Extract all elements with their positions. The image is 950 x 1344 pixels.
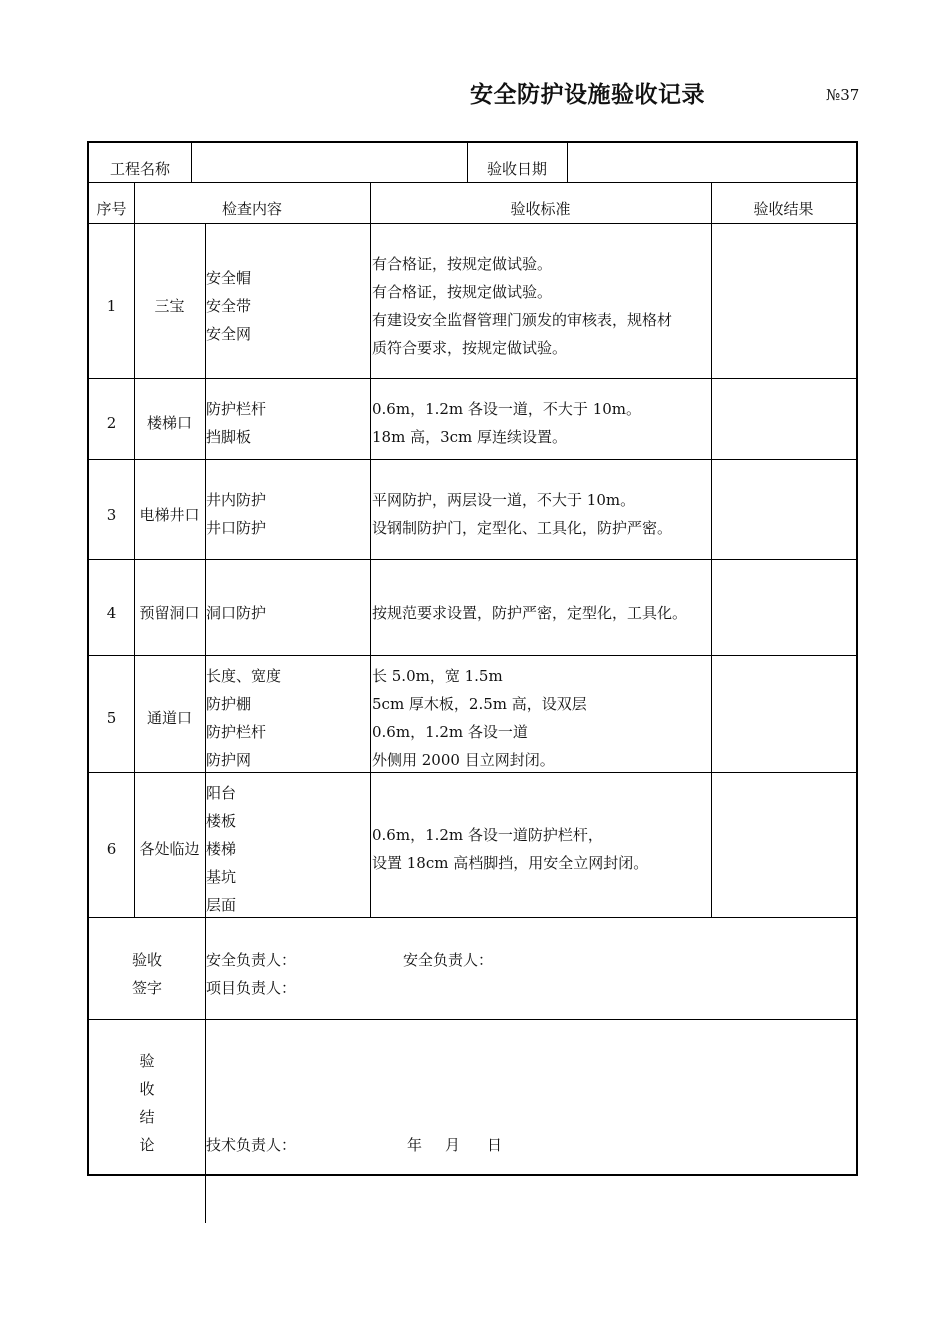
row-1-standard: 有建设安全监督管理门颁发的审核表，规格材 bbox=[372, 311, 673, 329]
row-6-item: 楼梯 bbox=[206, 840, 237, 858]
row-5-standard: 外侧用 2000 目立网封闭。 bbox=[372, 751, 555, 769]
row-1-items bbox=[206, 264, 251, 348]
row-2-standards bbox=[372, 395, 641, 451]
col-header-result: 验收结果 bbox=[753, 200, 814, 218]
row-5-item: 防护棚 bbox=[206, 695, 252, 713]
row-3-no: 3 bbox=[106, 506, 117, 524]
row-5-standard: 0.6m，1.2m 各设一道 bbox=[372, 723, 528, 741]
col-header-content: 检查内容 bbox=[221, 200, 282, 218]
rule-v-result bbox=[711, 182, 712, 917]
project-person: 项目负责人： bbox=[206, 979, 297, 997]
row-5-item: 防护网 bbox=[206, 751, 252, 769]
document-number: №37 bbox=[826, 86, 860, 104]
row-6-standards bbox=[372, 821, 648, 877]
project-name-label: 工程名称 bbox=[109, 160, 170, 178]
date-year: 年 bbox=[407, 1136, 423, 1154]
row-2-standard: 0.6m，1.2m 各设一道，不大于 10m。 bbox=[372, 400, 642, 418]
col-header-standard: 验收标准 bbox=[510, 200, 571, 218]
row-6-item: 楼板 bbox=[206, 812, 237, 830]
row-5-item: 防护栏杆 bbox=[206, 723, 267, 741]
row-4-standard: 按规范要求设置，防护严密，定型化，工具化。 bbox=[372, 604, 688, 622]
record-table bbox=[87, 141, 858, 1176]
row-1-category: 三宝 bbox=[154, 297, 185, 315]
conclusion-label-char: 收 bbox=[139, 1080, 155, 1098]
col-header-no: 序号 bbox=[96, 200, 127, 218]
row-6-item: 层面 bbox=[206, 896, 237, 914]
row-5-item: 长度、宽度 bbox=[206, 667, 282, 685]
acceptance-date-label: 验收日期 bbox=[486, 160, 547, 178]
tech-person: 技术负责人： bbox=[206, 1136, 297, 1154]
conclusion-label-char: 结 bbox=[139, 1108, 155, 1126]
row-1-standard: 有合格证，按规定做试验。 bbox=[372, 255, 553, 273]
signature-label bbox=[89, 946, 205, 1002]
date-month: 月 bbox=[445, 1136, 461, 1154]
signature-label-line: 签字 bbox=[131, 979, 162, 997]
row-1-standards bbox=[372, 250, 672, 362]
rule-v-standard bbox=[370, 182, 371, 917]
row-1-item: 安全带 bbox=[206, 297, 252, 315]
row-3-standards bbox=[372, 486, 672, 542]
row-3-item: 井内防护 bbox=[206, 491, 267, 509]
row-6-standard: 设置 18cm 高档脚挡，用安全立网封闭。 bbox=[372, 854, 649, 872]
row-4-items bbox=[206, 599, 266, 627]
row-3-standard: 设钢制防护门，定型化、工具化，防护严密。 bbox=[372, 519, 673, 537]
row-1-standard: 有合格证，按规定做试验。 bbox=[372, 283, 553, 301]
row-5-standards bbox=[372, 662, 587, 774]
conclusion-label-char: 论 bbox=[139, 1136, 155, 1154]
row-1-no: 1 bbox=[106, 297, 117, 315]
row-5-standard: 5cm 厚木板，2.5m 高，设双层 bbox=[372, 695, 587, 713]
page-title: 安全防护设施验收记录 bbox=[470, 82, 705, 108]
row-6-items bbox=[206, 779, 236, 919]
row-3-category: 电梯井口 bbox=[139, 506, 200, 524]
row-5-no: 5 bbox=[106, 709, 117, 727]
safety-person-2: 安全负责人： bbox=[403, 951, 494, 969]
rule-v-header-1 bbox=[191, 143, 192, 182]
row-5-category: 通道口 bbox=[146, 709, 192, 727]
row-4-item: 洞口防护 bbox=[206, 604, 267, 622]
row-6-no: 6 bbox=[106, 840, 117, 858]
row-5-standard: 长 5.0m，宽 1.5m bbox=[372, 667, 503, 685]
row-2-item: 挡脚板 bbox=[206, 428, 252, 446]
row-4-category: 预留洞口 bbox=[139, 604, 200, 622]
date-day: 日 bbox=[487, 1136, 503, 1154]
row-6-category: 各处临边 bbox=[139, 840, 200, 858]
rule-v-header-3 bbox=[567, 143, 568, 182]
row-2-category: 楼梯口 bbox=[146, 414, 192, 432]
row-2-no: 2 bbox=[106, 414, 117, 432]
row-1-standard: 质符合要求，按规定做试验。 bbox=[372, 339, 568, 357]
row-1-item: 安全网 bbox=[206, 325, 252, 343]
row-3-item: 井口防护 bbox=[206, 519, 267, 537]
row-4-no: 4 bbox=[106, 604, 117, 622]
conclusion-label-char: 验 bbox=[139, 1052, 155, 1070]
conclusion-label bbox=[89, 1047, 205, 1159]
row-6-standard: 0.6m，1.2m 各设一道防护栏杆， bbox=[372, 826, 603, 844]
row-2-item: 防护栏杆 bbox=[206, 400, 267, 418]
row-2-items bbox=[206, 395, 266, 451]
safety-person-1: 安全负责人： bbox=[206, 951, 297, 969]
row-1-item: 安全帽 bbox=[206, 269, 252, 287]
row-6-item: 基坑 bbox=[206, 868, 237, 886]
row-5-items bbox=[206, 662, 281, 774]
row-2-standard: 18m 高，3cm 厚连续设置。 bbox=[372, 428, 568, 446]
row-4-standards bbox=[372, 599, 687, 627]
signature-label-line: 验收 bbox=[131, 951, 162, 969]
row-3-standard: 平网防护，两层设一道，不大于 10m。 bbox=[372, 491, 636, 509]
row-6-item: 阳台 bbox=[206, 784, 237, 802]
row-3-items bbox=[206, 486, 266, 542]
